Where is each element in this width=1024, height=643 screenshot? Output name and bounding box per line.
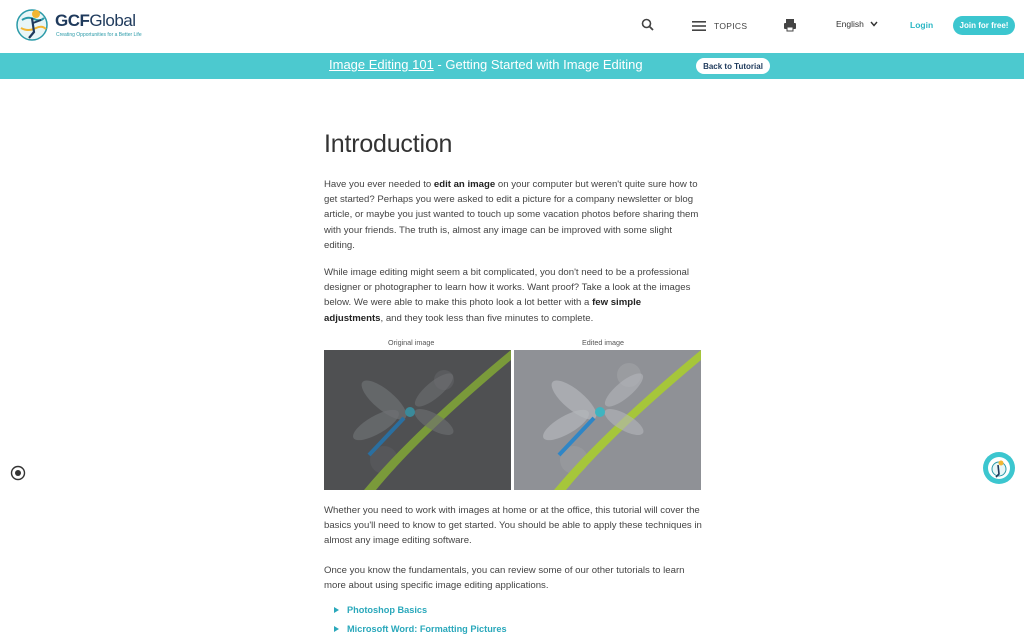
banner-separator: -: [433, 57, 446, 72]
lesson-title: Getting Started with Image Editing: [445, 57, 643, 72]
link-photoshop-basics[interactable]: Photoshop Basics: [334, 605, 507, 615]
course-link[interactable]: Image Editing 101: [329, 57, 434, 72]
back-to-tutorial-button[interactable]: Back to Tutorial: [696, 58, 770, 74]
language-selector[interactable]: [836, 19, 878, 29]
logo-wordmark: GCFGlobal: [55, 11, 136, 30]
triangle-bullet-icon: [334, 626, 339, 632]
body-paragraph-4: Once you know the fundamentals, you can review some of our other tutorials to learn more about using specific image editing applications.: [324, 565, 685, 592]
edited-image-caption: Edited image: [582, 338, 624, 347]
related-tutorials-list: [334, 605, 507, 643]
body-paragraph-3: Whether you need to work with images at home or at the office, this tutorial will cover the basics you'll need to know to get started. You should be able to apply these techniques in almost any image editing software.: [324, 505, 702, 547]
chevron-down-icon: [870, 21, 878, 27]
topics-label: TOPICS: [714, 21, 748, 31]
print-icon[interactable]: [782, 17, 798, 33]
original-dragonfly-image: [324, 350, 511, 490]
link-word-formatting-pictures[interactable]: Microsoft Word: Formatting Pictures: [334, 624, 507, 634]
intro-paragraph-1: Have you ever needed to edit an image on your computer but weren't quite sure how to get started? Perhaps you were asked to edit a picture for a company newsletter or blog article, or maybe you just wanted to touch up some vacation photos before sharing them with your friends. The truth is, almost any image can be improved with some slight editing.: [324, 179, 699, 251]
lesson-content: [324, 130, 702, 634]
assistant-chat-button[interactable]: [983, 452, 1015, 484]
hamburger-menu-icon: [692, 20, 706, 32]
page-title: Introduction: [324, 130, 453, 158]
search-icon[interactable]: [640, 17, 656, 33]
tutorial-banner: [0, 53, 1024, 79]
globe-logo-icon: [14, 6, 52, 42]
intro-paragraph-2: While image editing might seem a bit complicated, you don't need to be a professional designer or photographer to learn how it works. Want proof? Take a look at the images below. We were able to make this photo look a lot better with a few simple adjustments, and they took less than five minutes to complete.: [324, 267, 691, 324]
gcf-mascot-icon: [987, 456, 1011, 480]
topics-menu-button[interactable]: [692, 18, 747, 34]
join-button[interactable]: Join for free!: [953, 16, 1015, 35]
gcfglobal-logo[interactable]: [14, 6, 142, 42]
logo-tagline: Creating Opportunities for a Better Life: [56, 32, 142, 38]
login-link[interactable]: Login: [910, 20, 934, 30]
language-label: English: [836, 19, 864, 29]
banner-title: [329, 57, 643, 72]
top-navigation: [0, 0, 1024, 53]
edited-dragonfly-image: [514, 350, 701, 490]
target-circle-icon[interactable]: [10, 465, 26, 481]
original-image-caption: Original image: [388, 338, 435, 347]
triangle-bullet-icon: [334, 607, 339, 613]
